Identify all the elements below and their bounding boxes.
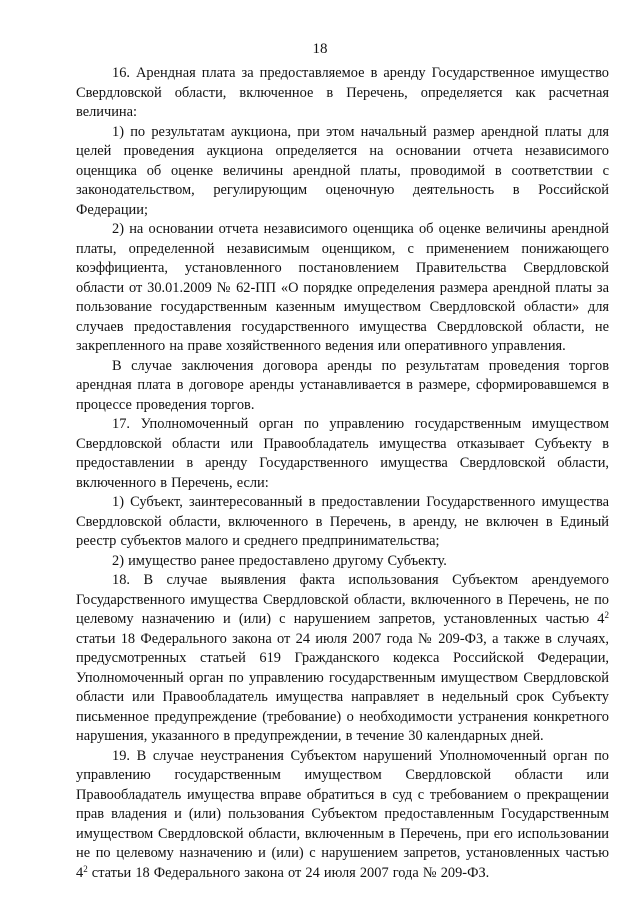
page-number: 18 bbox=[312, 41, 328, 57]
paragraph-16-item-2: 2) на основании отчета независимого оценщика об оценке величины арендной платы, определенной независимым оценщиком, с применением понижающего коэффициента, установленного постановлением Правительства Свердловской области от 30.01.2009 № 62-ПП «О порядке определения размера арендной платы за пользование государственным казенным имуществом Свердловской области» для случаев предоставления государственного имущества Свердловской области, не закрепленного на праве хозяйственного ведения или оперативного управления. bbox=[76, 221, 609, 354]
paragraph-16-tender-clause: В случае заключения договора аренды по результатам проведения торгов арендная плата в договоре аренды устанавливается в размере, сформировавшемся в процессе проведения торгов. bbox=[76, 357, 609, 413]
paragraph-19-text-b: статьи 18 Федерального закона от 24 июля 2007 года № 209-ФЗ. bbox=[87, 864, 490, 881]
paragraph-17: 17. Уполномоченный орган по управлению государственным имуществом Свердловской области или Правообладатель имущества отказывает Субъекту в предоставлении в аренду Государственного имущества Свердловской области, включенного в Перечень, если: bbox=[76, 416, 609, 491]
paragraph-19 bbox=[76, 747, 609, 884]
paragraph-18-superscript: 2 bbox=[604, 610, 609, 620]
paragraph-17-item-1: 1) Субъект, заинтересованный в предоставлении Государственного имущества Свердловской области, включенного в Перечень, в аренду, не включен в Единый реестр субъектов малого и среднего предпринимательства; bbox=[76, 494, 609, 549]
document-body bbox=[76, 64, 609, 883]
paragraph-17-item-2: 2) имущество ранее предоставлено другому Субъекту. bbox=[112, 552, 447, 569]
paragraph-18-text-b: статьи 18 Федерального закона от 24 июля 2007 года № 209-ФЗ, а также в случаях, предусмотренных статьей 619 Гражданского кодекса Российской Федерации, Уполномоченный орган по управлению государственным имуществом Свердловской области или Правообладатель имущества направляет в недельный срок Субъекту письменное предупреждение (требование) о необходимости устранения конкретного нарушения, указанного в предупреждении, в течение 30 календарных дней. bbox=[76, 630, 609, 744]
paragraph-16: 16. Арендная плата за предоставляемое в аренду Государственное имущество Свердловской области, включенное в Перечень, определяется как расчетная величина: bbox=[76, 65, 609, 120]
paragraph-18 bbox=[76, 571, 609, 747]
paragraph-16-item-1: 1) по результатам аукциона, при этом начальный размер арендной платы для целей проведения аукциона определяется на основании отчета независимого оценщика об оценке величины арендной платы, проводимой в соответствии с законодательством, регулирующим оценочную деятельность в Российской Федерации; bbox=[76, 123, 609, 218]
paragraph-19-superscript: 2 bbox=[83, 863, 88, 874]
paragraph-19-text-a: 19. В случае неустранения Субъектом нарушений Уполномоченный орган по управлению государственным имуществом Свердловской области или Правообладатель имущества вправе обратиться в суд с требованием о прекращении прав владения и (или) пользования Субъектом предоставленным Государственным имуществом Свердловской области, включенным в Перечень, при его использовании не по целевому назначению и (или) с нарушением запретов, установленных частью 4 bbox=[76, 747, 609, 881]
paragraph-18-text-a: 18. В случае выявления факта использования Субъектом арендуемого Государственного имущества Свердловской области, включенного в Перечень, не по целевому назначению и (или) с нарушением запретов, установленных частью 4 bbox=[76, 572, 609, 627]
